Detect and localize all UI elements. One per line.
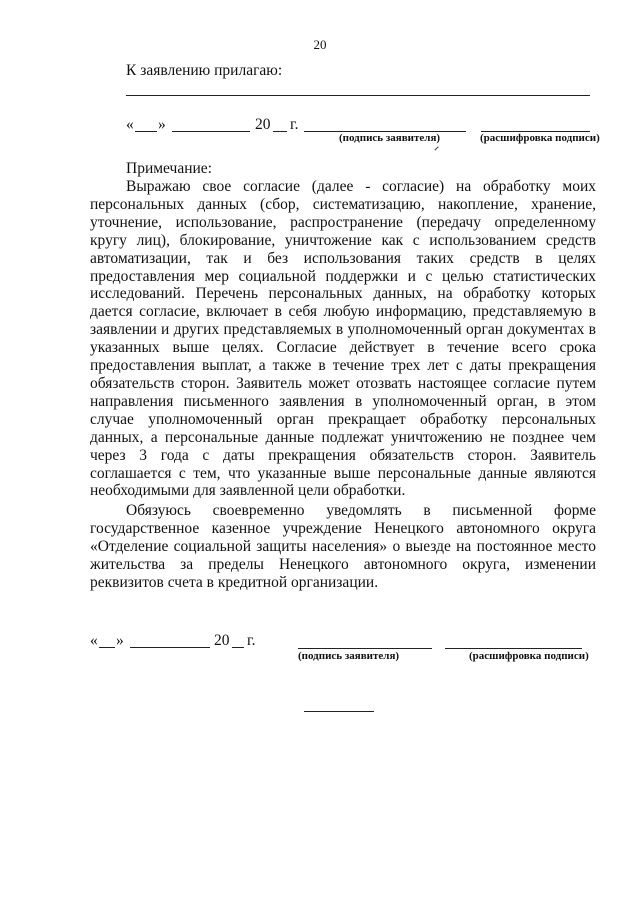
date-day-line xyxy=(135,131,157,132)
date-quote-close: » xyxy=(158,116,166,133)
date-year-line xyxy=(273,131,287,132)
date-quote-close: » xyxy=(116,632,124,649)
signature-caption: (подпись заявителя) xyxy=(298,650,400,662)
date-month-line xyxy=(130,647,210,648)
date-year-line xyxy=(232,647,244,648)
date-quote-open: « xyxy=(90,632,98,649)
note-label: Примечание: xyxy=(126,160,212,177)
signature-line xyxy=(298,648,432,649)
attachment-label: К заявлению прилагаю: xyxy=(126,62,283,79)
attachment-line xyxy=(126,95,590,96)
date-year-suffix: г. xyxy=(290,116,299,133)
end-separator xyxy=(304,711,374,712)
decoding-line xyxy=(445,648,582,649)
date-quote-open: « xyxy=(126,116,134,133)
note-body xyxy=(90,178,596,592)
consent-paragraph: Выражаю свое согласие (далее - согласие) на обработку моих персональных данных (сбор, систематизацию, накопление, хранение, уточнение, использование, распространение (передачу определенному кругу лиц), блокирование, уничтожение как с использованием средств автоматизации, так и без использования таких средств в целях предоставления мер социальной поддержки и с целью статистических исследований. Перечень персональных данных, на обработку которых дается согласие, включает в себя любую информацию, представляемую в заявлении и других представляемых в уполномоченный орган документах в указанных выше целях. Согласие действует в течение всего срока предоставления выплат, а также в течение трех лет с даты прекращения обязательств сторон. Заявитель может отозвать настоящее согласие путем направления письменного заявления в уполномоченный орган, в этом случае уполномоченный орган прекращает обработку персональных данных, а персональные данные подлежат уничтожению не позднее чем через 3 года с даты прекращения обязательств сторон. Заявитель соглашается с тем, что указанные выше персональные данные являются необходимыми для заявленной цели обработки. xyxy=(90,178,596,500)
date-day-line xyxy=(99,647,115,648)
obligation-paragraph: Обязуюсь своевременно уведомлять в письменной форме государственное казенное учреждение Ненецкого автономного округа «Отделение социальной защиты населения» о выезде на постоянное место жительства за пределы Ненецкого автономного округа, изменении реквизитов счета в кредитной организации. xyxy=(90,502,596,591)
stray-mark xyxy=(434,146,438,150)
signature-caption: (подпись заявителя) xyxy=(339,132,441,144)
decoding-caption: (расшифровка подписи) xyxy=(469,650,589,662)
date-year-suffix: г. xyxy=(247,632,256,649)
decoding-caption: (расшифровка подписи) xyxy=(480,132,600,144)
date-year-prefix: 20 xyxy=(255,116,271,133)
date-month-line xyxy=(172,131,250,132)
page-number: 20 xyxy=(313,37,327,52)
date-year-prefix: 20 xyxy=(214,632,230,649)
